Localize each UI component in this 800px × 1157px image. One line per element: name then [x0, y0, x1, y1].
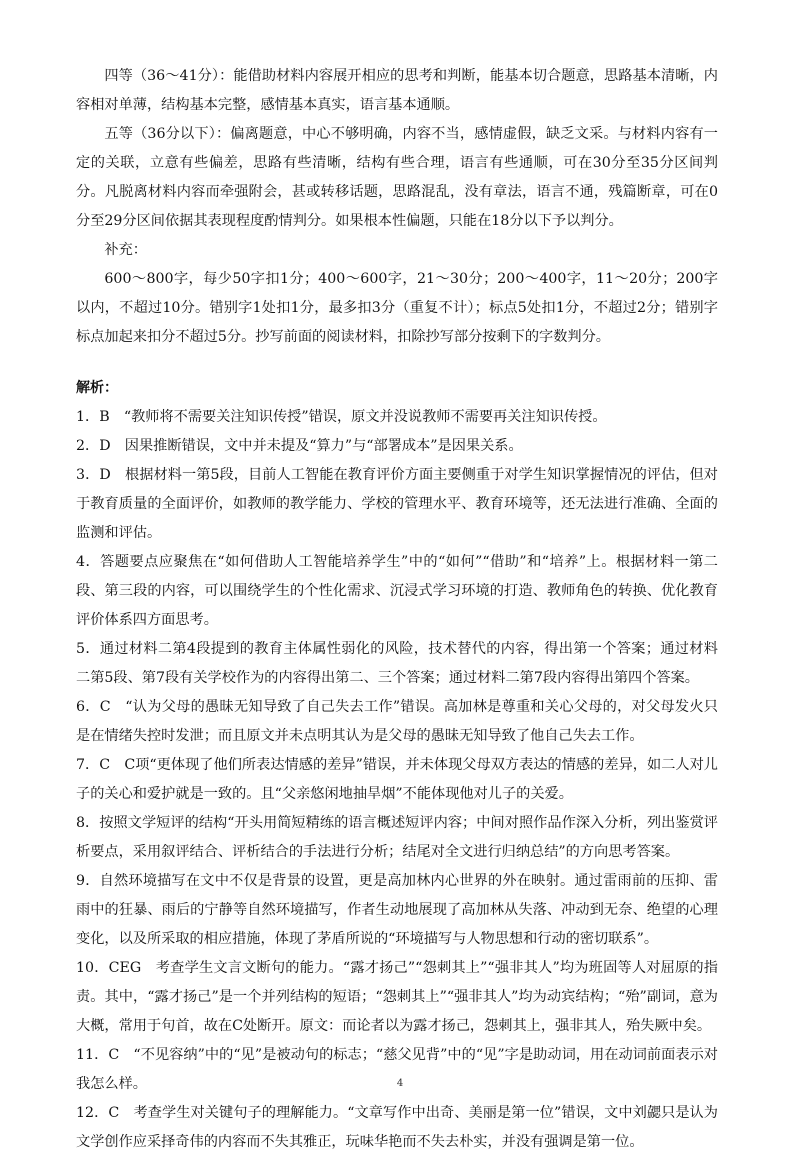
analysis-item-11: 11．C “不见容纳”中的“见”是被动句的标志；“慈父见背”中的“见”字是助动词，用在动词前面表示对我怎么样。	[76, 1047, 718, 1092]
analysis-item-10: 10．CEG 考查学生文言文断句的能力。“露才扬己”“怨刺其上”“强非其人”均为班固等人对屈原的指责。其中，“露才扬己”是一个并列结构的短语；“怨刺其上”“强非其人”均为动宾结构；“殆”副词，意为大概，常用于句首，故在C处断开。原文：而论者以为露才扬己，怨刺其上，强非其人，殆失厥中矣。	[76, 960, 718, 1034]
grading-level-4: 四等（36～41分）：能借助材料内容展开相应的思考和判断，能基本切合题意，思路基本清晰，内容相对单薄，结构基本完整，感情基本真实，语言基本通顺。	[76, 68, 718, 113]
analysis-item-4: 4．答题要点应聚焦在“如何借助人工智能培养学生”中的“如何”“借助”和“培养”上。根据材料一第二段、第三段的内容，可以围绕学生的个性化需求、沉浸式学习环境的打造、教师角色的转换、优化教育评价体系四方面思考。	[76, 554, 718, 628]
analysis-item-5: 5．通过材料二第4段提到的教育主体属性弱化的风险，技术替代的内容，得出第一个答案；通过材料二第5段、第7段有关学校作为的内容得出第二、三个答案；通过材料二第7段内容得出第四个答案。	[76, 641, 718, 686]
section-spacer	[76, 352, 718, 374]
analysis-title: 解析：	[76, 380, 118, 396]
analysis-item-6: 6．C “认为父母的愚昧无知导致了自己失去工作”错误。高加林是尊重和关心父母的，对父母发火只是在情绪失控时发泄；而且原文并未点明其认为是父母的愚昧无知导致了他自己失去工作。	[76, 699, 718, 744]
analysis-item-1: 1．B “教师将不需要关注知识传授”错误，原文并没说教师不需要再关注知识传授。	[76, 409, 607, 425]
analysis-item-7: 7．C C项“更体现了他们所表达情感的差异”错误，并未体现父母双方表达的情感的差异，如二人对儿子的关心和爱护就是一致的。且“父亲悠闲地抽旱烟”不能体现他对儿子的关爱。	[76, 757, 718, 802]
analysis-item-9: 9．自然环境描写在文中不仅是背景的设置，更是高加林内心世界的外在映射。通过雷雨前的压抑、雷雨中的狂暴、雨后的宁静等自然环境描写，作者生动地展现了高加林从失落、冲动到无奈、绝望的心理变化，以及所采取的相应措施，体现了茅盾所说的“环境描写与人物思想和行动的密切联系”。	[76, 873, 718, 947]
analysis-section	[76, 374, 718, 1157]
analysis-item-8: 8．按照文学短评的结构“开头用简短精练的语言概述短评内容；中间对照作品作深入分析，列出鉴赏评析要点，采用叙评结合、评析结合的手法进行分析；结尾对全文进行归纳总结”的方向思考答案。	[76, 815, 718, 860]
grading-criteria	[76, 62, 718, 352]
analysis-item-2: 2．D 因果推断错误，文中并未提及“算力”与“部署成本”是因果关系。	[76, 438, 523, 454]
grading-level-5: 五等（36分以下）：偏离题意，中心不够明确，内容不当，感情虚假，缺乏文采。与材料内容有一定的关联，立意有些偏差，思路有些清晰，结构有些合理，语言有些通顺，可在30分至35分区间判分。凡脱离材料内容而牵强附会，甚或转移话题，思路混乱，没有章法，语言不通，残篇断章，可在0分至29分区间依据其表现程度酌情判分。如果根本性偏题，只能在18分以下予以判分。	[76, 126, 718, 229]
analysis-item-12: 12．C 考查学生对关键句子的理解能力。“文章写作中出奇、美丽是第一位”错误，文中刘勰只是认为文学创作应采择奇伟的内容而不失其雅正，玩味华艳而不失去朴实，并没有强调是第一位。	[76, 1105, 718, 1150]
supplement-text: 600～800字，每少50字扣1分；400～600字，21～30分；200～400字，11～20分；200字以内，不超过10分。错别字1处扣1分，最多扣3分（重复不计）；标点5处扣1分，不超过2分；错别字标点加起来扣分不超过5分。抄写前面的阅读材料，扣除抄写部分按剩下的字数判分。	[76, 271, 718, 345]
page-number: 4	[396, 1078, 404, 1089]
supplement-title: 补充：	[104, 242, 147, 258]
analysis-item-3: 3．D 根据材料一第5段，目前人工智能在教育评价方面主要侧重于对学生知识掌握情况的评估，但对于教育质量的全面评价，如教师的教学能力、学校的管理水平、教育环境等，还无法进行准确、全面的监测和评估。	[76, 467, 718, 541]
